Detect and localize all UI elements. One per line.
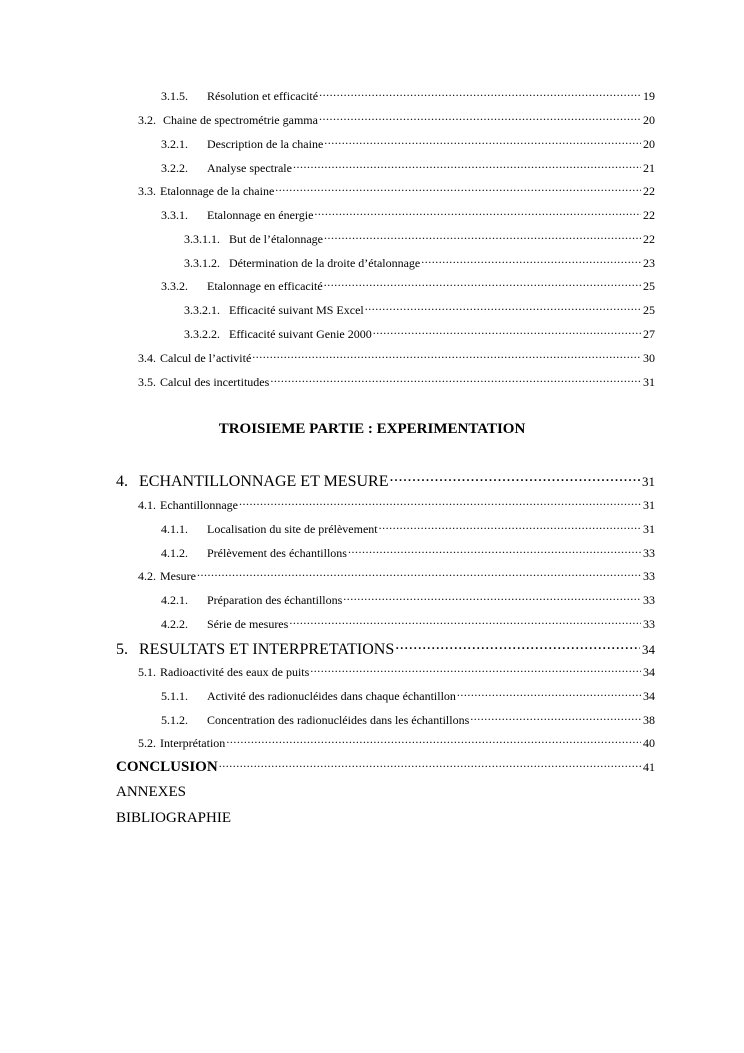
toc-entry-page: 31 [643, 522, 655, 536]
toc-entry-number: 3.4. [138, 351, 156, 365]
toc-entry-page: 23 [643, 256, 655, 270]
toc-entry-page: 25 [643, 303, 655, 317]
toc-entry-title: Etalonnage en efficacité [207, 279, 323, 293]
toc-entry-page: 38 [643, 713, 655, 727]
toc-entry-page: 21 [643, 161, 655, 175]
toc-entry [184, 326, 655, 342]
toc-entry-title: Efficacité suivant MS Excel [229, 303, 364, 317]
toc-entry-number: 4.1.2. [161, 546, 188, 560]
toc-entry-number: 3.3.2.1. [184, 303, 220, 317]
toc-entry-number: 5. [116, 641, 128, 658]
toc-entry-title: Echantillonnage [160, 498, 238, 512]
toc-entry-page: 40 [643, 736, 655, 750]
dot-leader [373, 326, 641, 338]
toc-entry [161, 136, 655, 152]
toc-entry-title: Radioactivité des eaux de puits [160, 665, 310, 679]
toc-entry [138, 374, 655, 390]
part-title: TROISIEME PARTIE : EXPERIMENTATION [218, 421, 526, 437]
toc-entry-title: Description de la chaine [207, 137, 324, 151]
toc-entry-page: 31 [643, 498, 655, 512]
toc-entry [161, 207, 655, 223]
toc-entry [184, 231, 655, 247]
toc-entry-page: 33 [643, 593, 655, 607]
toc-entry-page: 25 [643, 279, 655, 293]
toc-entry [138, 350, 655, 366]
dot-leader [324, 136, 641, 148]
toc-entry [161, 545, 655, 561]
toc-entry-page: 27 [643, 327, 655, 341]
toc-entry [161, 160, 655, 176]
toc-chapter-entry [116, 470, 655, 491]
toc-entry [138, 664, 655, 680]
toc-entry-title: Chaine de spectrométrie gamma [163, 113, 318, 127]
dot-leader [348, 545, 641, 557]
toc-entry-number: 3.2.2. [161, 161, 188, 175]
toc-entry-page: 19 [643, 89, 655, 103]
toc-entry-number: 5.1.1. [161, 689, 188, 703]
toc-entry-title: Détermination de la droite d’étalonnage [229, 256, 421, 270]
toc-entry-number: 3.3.1. [161, 208, 188, 222]
toc-entry-number: 5.1. [138, 665, 156, 679]
dot-leader [270, 374, 641, 386]
toc-entry-title: Calcul de l’activité [160, 351, 252, 365]
dot-leader [314, 207, 641, 219]
dot-leader [324, 231, 641, 243]
dot-leader [252, 350, 641, 362]
toc-entry-title: Interprétation [160, 736, 226, 750]
toc-entry-title: Mesure [160, 569, 196, 583]
dot-leader [421, 255, 641, 267]
toc-entry [184, 255, 655, 271]
toc-entry-number: 4.2.2. [161, 617, 188, 631]
toc-conclusion-entry [116, 759, 655, 776]
toc-entry-page: 33 [643, 617, 655, 631]
dot-leader [319, 112, 641, 124]
dot-leader [310, 664, 641, 676]
dot-leader [219, 759, 641, 771]
toc-entry-page: 20 [643, 113, 655, 127]
toc-entry-title: Calcul des incertitudes [160, 375, 270, 389]
toc-entry [138, 735, 655, 751]
toc-entry-title: Résolution et efficacité [207, 89, 319, 103]
toc-entry-title: Etalonnage de la chaine [160, 184, 275, 198]
dot-leader [324, 278, 641, 290]
dot-leader [343, 592, 641, 604]
toc-entry-number: 4.2. [138, 569, 156, 583]
dot-leader [389, 470, 640, 486]
toc-entry [161, 88, 655, 104]
toc-entry-number: 3.2. [138, 113, 156, 127]
toc-entry-number: 3.3. [138, 184, 156, 198]
dot-leader [226, 735, 641, 747]
toc-entry-number: 4.1. [138, 498, 156, 512]
toc-entry-number: 4.2.1. [161, 593, 188, 607]
toc-entry [138, 497, 655, 513]
toc-entry-number: 4.1.1. [161, 522, 188, 536]
toc-entry-title: But de l’étalonnage [229, 232, 323, 246]
toc-entry-page: 30 [643, 351, 655, 365]
toc-chapter-entry [116, 638, 655, 659]
toc-entry-title: Etalonnage en énergie [207, 208, 314, 222]
toc-entry-number: 3.1.5. [161, 89, 188, 103]
dot-leader [470, 712, 641, 724]
toc-entry [161, 616, 655, 632]
dot-leader [379, 521, 641, 533]
dot-leader [289, 616, 641, 628]
toc-entry-title: CONCLUSION [116, 759, 218, 775]
toc-entry-page: 33 [643, 569, 655, 583]
toc-entry-title: Localisation du site de prélèvement [207, 522, 378, 536]
toc-entry-number: 5.2. [138, 736, 156, 750]
toc-entry-page: 33 [643, 546, 655, 560]
toc-entry-title: ECHANTILLONNAGE ET MESURE [139, 473, 389, 490]
toc-entry-title: Efficacité suivant Genie 2000 [229, 327, 372, 341]
toc-entry-page: 34 [642, 642, 655, 657]
toc-entry-page: 22 [643, 208, 655, 222]
toc-entry [138, 183, 655, 199]
toc-entry-title: Concentration des radionucléides dans les échantillons [207, 713, 470, 727]
toc-annexes: ANNEXES [116, 784, 186, 800]
toc-entry-page: 22 [643, 232, 655, 246]
toc-entry-title: Prélèvement des échantillons [207, 546, 347, 560]
dot-leader [275, 183, 641, 195]
toc-entry-number: 3.2.1. [161, 137, 188, 151]
toc-entry-page: 41 [643, 760, 655, 774]
toc-entry-number: 3.3.1.1. [184, 232, 220, 246]
toc-entry [161, 278, 655, 294]
toc-entry-title: Analyse spectrale [207, 161, 292, 175]
toc-entry [161, 712, 655, 728]
toc-entry-page: 31 [643, 375, 655, 389]
toc-entry [138, 112, 655, 128]
toc-entry-number: 5.1.2. [161, 713, 188, 727]
dot-leader [293, 160, 641, 172]
toc-entry-number: 3.3.2.2. [184, 327, 220, 341]
toc-entry-page: 31 [642, 474, 655, 489]
dot-leader [197, 568, 641, 580]
toc-entry-number: 3.3.1.2. [184, 256, 220, 270]
toc-entry [138, 568, 655, 584]
dot-leader [457, 688, 641, 700]
toc-entry-title: RESULTATS ET INTERPRETATIONS [139, 641, 395, 658]
toc-entry-number: 4. [116, 473, 128, 490]
toc-entry-title: Série de mesures [207, 617, 289, 631]
toc-entry-page: 34 [643, 689, 655, 703]
dot-leader [239, 497, 641, 509]
toc-entry-number: 3.5. [138, 375, 156, 389]
toc-entry-number: 3.3.2. [161, 279, 188, 293]
toc-entry-page: 22 [643, 184, 655, 198]
toc-entry-page: 20 [643, 137, 655, 151]
toc-entry-title: Préparation des échantillons [207, 593, 343, 607]
toc-entry [161, 521, 655, 537]
toc-entry [161, 592, 655, 608]
toc-entry [184, 302, 655, 318]
toc-bibliographie: BIBLIOGRAPHIE [116, 810, 231, 826]
toc-entry [161, 688, 655, 704]
toc-entry-title: Activité des radionucléides dans chaque échantillon [207, 689, 456, 703]
toc-entry-page: 34 [643, 665, 655, 679]
dot-leader [365, 302, 641, 314]
dot-leader [319, 88, 641, 100]
dot-leader [395, 638, 640, 654]
